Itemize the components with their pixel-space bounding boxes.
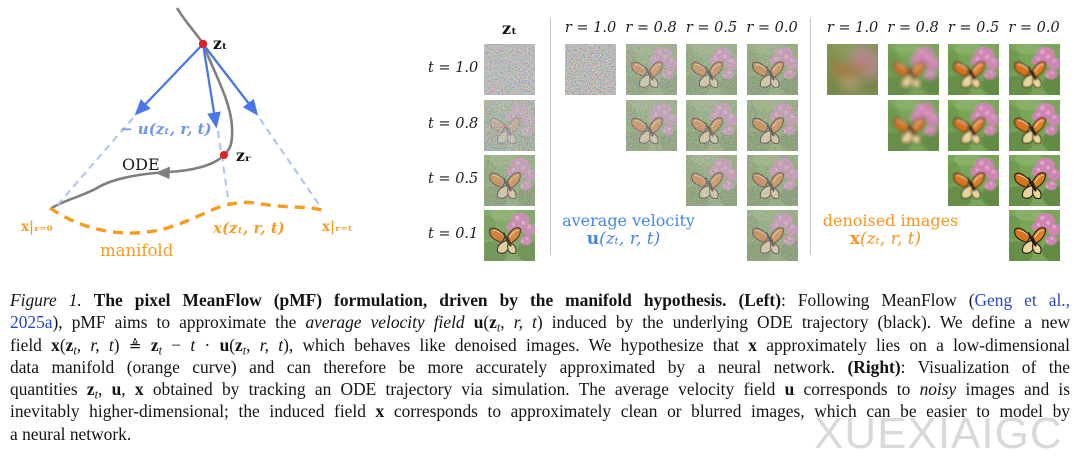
watermark: XUEXIAIGC (814, 409, 1063, 458)
r-column-header: r = 0.0 (746, 20, 798, 36)
r-column-header: r = 1.0 (826, 20, 879, 36)
u-grid-image-r2-t0 (686, 44, 737, 95)
u-grid-image-r3-t2 (747, 155, 798, 206)
caption-text (82, 290, 94, 310)
caption-text: quantities (10, 379, 87, 400)
caption-line (10, 334, 1070, 356)
u-grid-math-lead: u (586, 229, 600, 249)
caption-text: u (219, 334, 230, 355)
caption-text: ) induced by the underlying ODE trajectory (black). We define a new (536, 312, 1070, 333)
u-grid-image-r1-t1 (626, 100, 677, 151)
x-grid-image-r2-t1 (948, 100, 999, 151)
caption-text: obtained by tracking an ODE trajectory via simulation. The average velocity field (143, 379, 785, 400)
x-grid-image-r3-t1 (1009, 100, 1060, 151)
x-grid-image-r0-t0 (827, 44, 878, 95)
caption-text: r, t (90, 334, 114, 355)
zt-image-row3 (484, 210, 535, 261)
u-grid-math-caption (549, 229, 699, 249)
velocity-arrows (137, 44, 256, 125)
caption-text: ), which behaves like denoised images. We hypothesize that (283, 334, 749, 355)
caption-text: u (784, 379, 795, 400)
x-grid-math-lead: x (849, 229, 860, 249)
caption-line (10, 311, 1070, 333)
caption-text: · (195, 334, 220, 355)
caption-text: , (500, 312, 514, 333)
caption-text: z (235, 334, 243, 355)
caption-text (465, 312, 474, 332)
caption-text: : Visualization of the (900, 356, 1070, 377)
zt-point (199, 40, 207, 48)
caption-text: − (162, 334, 191, 355)
caption-text: t (190, 334, 196, 355)
x-grid-image-r3-t3 (1009, 210, 1060, 261)
zr-label: zᵣ (236, 146, 252, 165)
caption-text: u (111, 379, 122, 400)
caption-text: noisy (919, 379, 957, 400)
u-grid-image-r3-t0 (747, 44, 798, 95)
caption-text: inevitably higher-dimensional; the induced field (10, 401, 376, 422)
caption-text: : Following MeanFlow ( (780, 290, 975, 310)
zr-point (220, 151, 228, 159)
zt-image-row2 (484, 155, 535, 206)
r-column-header: r = 1.0 (564, 20, 617, 36)
r-column-header: r = 0.0 (1008, 20, 1060, 36)
caption-text: images and is (956, 379, 1071, 400)
caption-text: u (473, 312, 484, 333)
x-grid-image-r3-t0 (1009, 44, 1060, 95)
caption-text: ), pMF aims to approximate the (52, 312, 306, 333)
caption-text: ( (483, 312, 490, 333)
x-grid-image-r1-t0 (888, 44, 939, 95)
x-function-label: x(zₜ, r, t) (213, 219, 285, 237)
u-grid-image-r0-t0 (565, 44, 616, 95)
zt-label: zₜ (213, 34, 228, 53)
x-grid-image-r2-t2 (948, 155, 999, 206)
caption-text: z (150, 334, 159, 355)
caption-text: t (73, 343, 77, 358)
manifold-label: manifold (100, 241, 174, 260)
caption-text: z (86, 379, 95, 400)
caption-text: approximately lies on a low-dimensional (756, 334, 1070, 355)
caption-text: The pixel MeanFlow (pMF) formulation, driven by the manifold hypothesis. (Left) (93, 290, 781, 310)
x-rt-label: x|ᵣ₌ₜ (322, 219, 353, 235)
caption-text: (Right) (847, 356, 901, 377)
caption-text: x (748, 334, 757, 355)
caption-text: ≜ (128, 336, 142, 355)
r-column-header: r = 0.8 (625, 20, 677, 36)
caption-text: , (98, 379, 112, 400)
x-grid-math-rest: (zₜ, r, t) (860, 229, 922, 249)
zt-column-header: zₜ (501, 19, 517, 38)
x-grid-caption: denoised images (822, 211, 959, 230)
zt-image-row0 (484, 44, 535, 95)
caption-text: Figure 1. (10, 290, 82, 310)
u-grid-image-r2-t1 (686, 100, 737, 151)
caption-text: x (51, 334, 60, 355)
caption-text: a neural network. (10, 423, 132, 444)
caption-text: x (134, 379, 144, 400)
x-grid-math-caption (811, 229, 961, 249)
caption-text: ) (113, 334, 129, 355)
caption-text: t (496, 320, 501, 335)
caption-line (10, 356, 1070, 378)
r-column-header: r = 0.8 (887, 20, 939, 36)
divider-left (550, 18, 551, 255)
caption-text: corresponds to approximately clean or blurred images, which can be easier to model by (384, 401, 1070, 422)
caption-text: t (158, 343, 163, 358)
velocity-field-label: − u(zₜ, r, t) (120, 120, 212, 138)
u-grid-image-r1-t0 (626, 44, 677, 95)
caption-text: corresponds to (794, 379, 920, 400)
ode-label: ODE (122, 155, 160, 174)
r-column-header: r = 0.5 (685, 20, 738, 36)
caption-text: average velocity field (305, 312, 465, 333)
caption-line (10, 400, 1070, 422)
caption-text: z (489, 312, 497, 333)
x-grid-image-r2-t0 (948, 44, 999, 95)
t-row-label: t = 0.8 (428, 116, 479, 132)
x-grid-image-r1-t1 (888, 100, 939, 151)
caption-text: , (76, 334, 91, 355)
u-grid-caption: average velocity (562, 211, 695, 230)
caption-line (10, 423, 1070, 445)
caption-text: t (242, 343, 247, 358)
caption-text (142, 335, 151, 355)
manifold-diagram (0, 0, 430, 280)
caption-text: field (10, 334, 52, 355)
divider-right (810, 18, 811, 255)
caption-line (10, 289, 1070, 311)
t-row-label: t = 0.1 (428, 226, 479, 242)
caption-text: data manifold (orange curve) and can therefore be more accurately approximated by a neural network. (10, 356, 848, 377)
caption-text: ( (229, 334, 236, 355)
caption-line (10, 378, 1070, 400)
zt-image-row1 (484, 100, 535, 151)
u-grid-math-rest: (zₜ, r, t) (599, 229, 661, 249)
x-grid-image-r3-t2 (1009, 155, 1060, 206)
figure-caption (10, 289, 1070, 445)
u-grid-image-r3-t3 (747, 210, 798, 261)
caption-text: r, t (513, 312, 537, 333)
caption-text: r, t (259, 334, 284, 355)
caption-text: , (121, 379, 135, 400)
caption-text: , (246, 334, 260, 355)
r-column-header: r = 0.5 (947, 20, 1000, 36)
t-row-label: t = 0.5 (428, 171, 479, 187)
u-grid-image-r2-t2 (686, 155, 737, 206)
citation-link[interactable]: Geng et al., (974, 290, 1070, 310)
caption-text: z (65, 334, 74, 355)
caption-text: ( (59, 334, 66, 355)
t-row-label: t = 1.0 (428, 60, 479, 76)
u-grid-image-r3-t1 (747, 100, 798, 151)
caption-text: x (375, 401, 385, 422)
caption-text: t (94, 387, 98, 402)
citation-link[interactable]: 2025a (10, 312, 53, 333)
x-r0-label: x|ᵣ₌₀ (21, 219, 53, 235)
